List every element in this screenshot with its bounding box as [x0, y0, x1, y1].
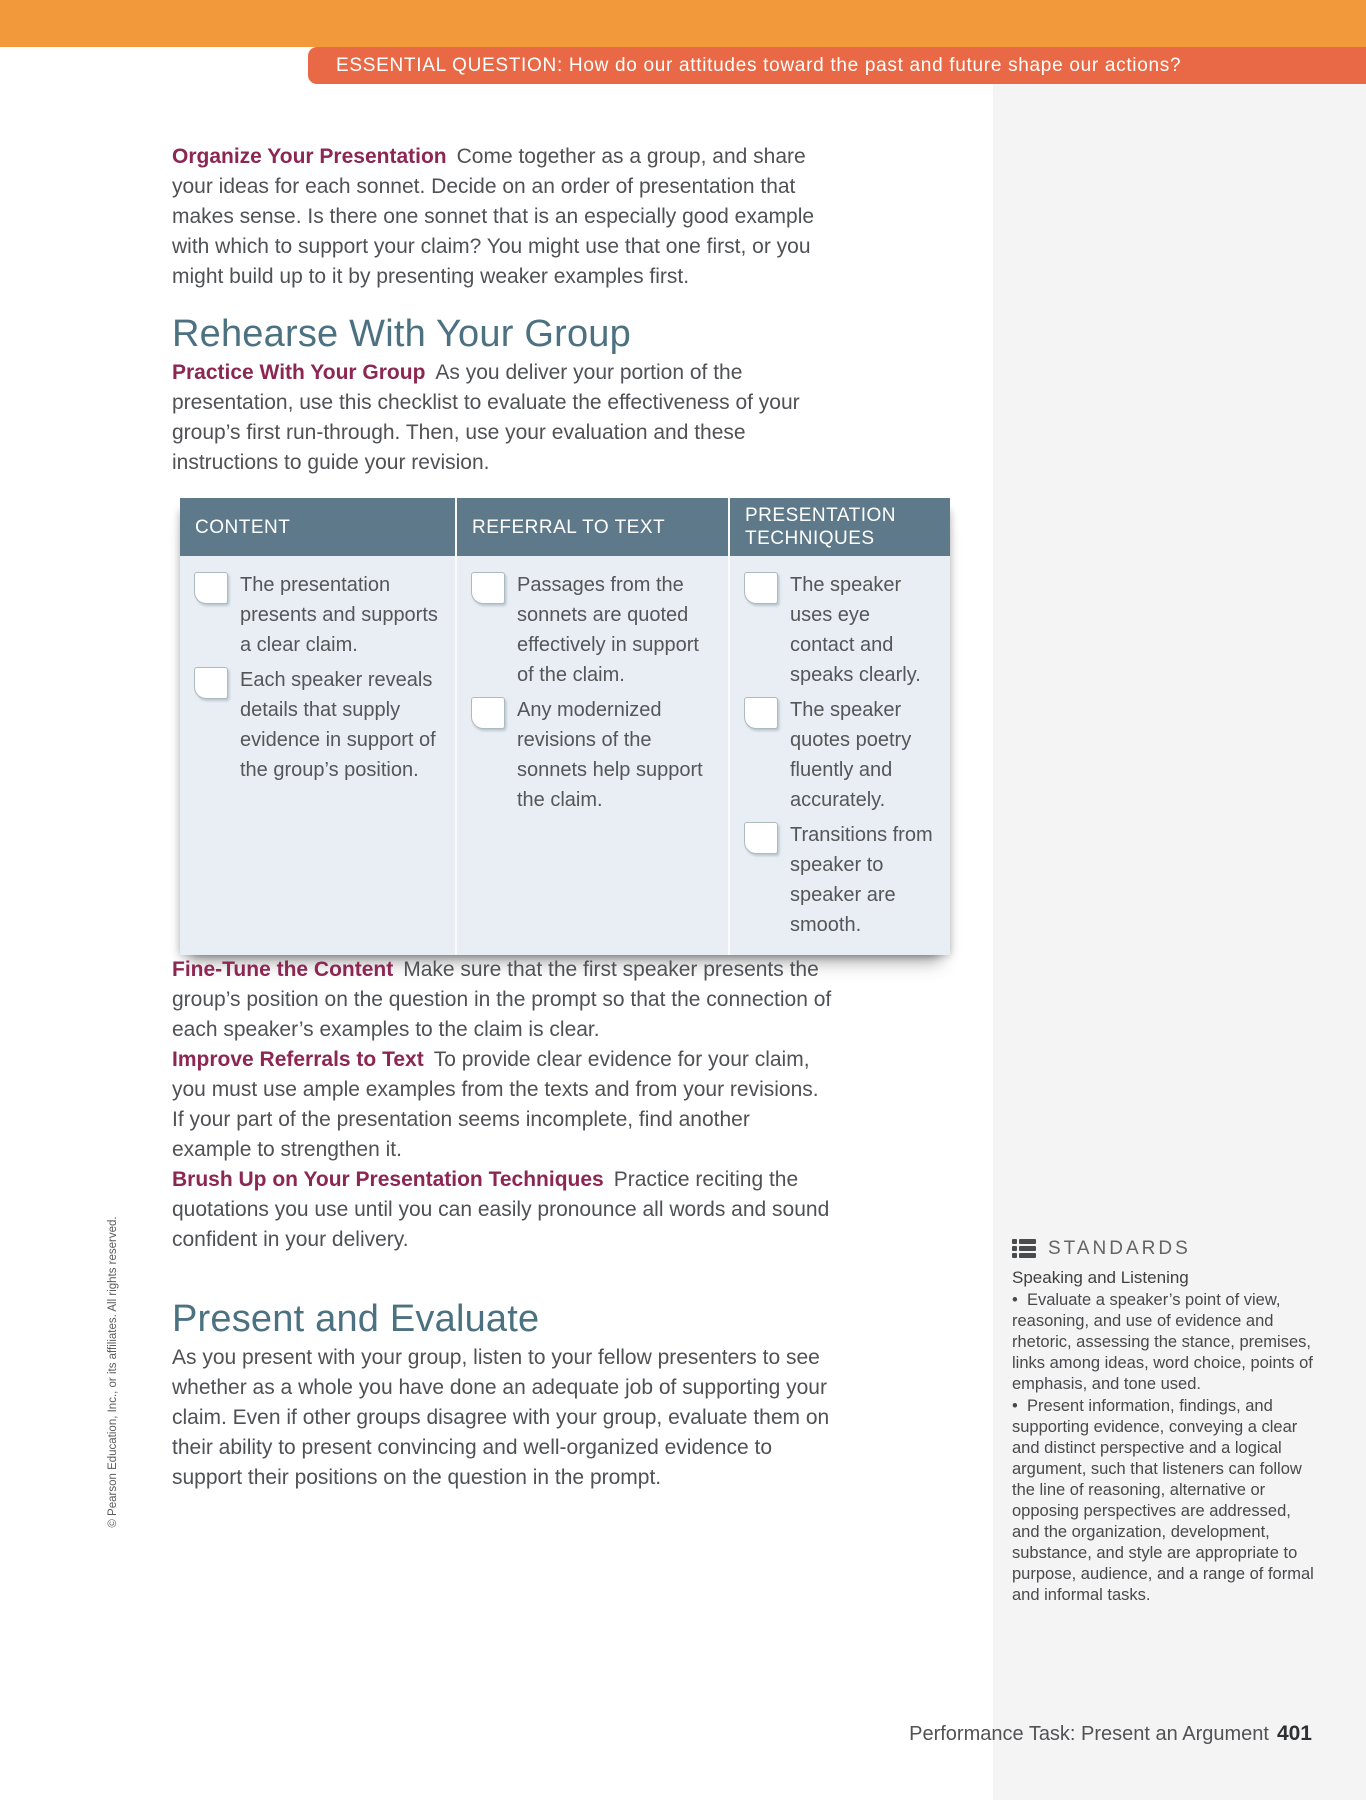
checklist-item-text: The speaker uses eye contact and speaks clearly.	[790, 574, 921, 686]
checkbox[interactable]	[744, 697, 778, 729]
checklist-item	[744, 695, 942, 815]
checklist-item-text: Any modernized revisions of the sonnets help support the claim.	[517, 699, 703, 811]
standards-bullet: • Present information, findings, and supporting evidence, conveying a clear and distinct perspective and a logical argument, such that listeners can follow the line of reasoning, alternative or opposing perspectives are addressed, and the organization, development, substance, and style are appropriate to purpose, audience, and a range of formal and informal tasks.	[1012, 1396, 1315, 1606]
main-content	[172, 142, 933, 1493]
paragraph-lead-in: Fine-Tune the Content	[172, 958, 394, 981]
essential-question-text: ESSENTIAL QUESTION: How do our attitudes toward the past and future shape our actions?	[336, 54, 1182, 76]
checklist-item	[471, 695, 720, 815]
standards-title: STANDARDS	[1048, 1238, 1191, 1259]
checklist-header-row	[180, 498, 950, 556]
paragraph-lead-in: Organize Your Presentation	[172, 145, 447, 168]
checklist-column-referral	[455, 556, 728, 955]
standards-bullet: • Evaluate a speaker’s point of view, reasoning, and use of evidence and rhetoric, assessing the stance, premises, links among ideas, word choice, points of emphasis, and tone used.	[1012, 1290, 1315, 1395]
checkbox[interactable]	[471, 697, 505, 729]
checklist-column-content	[180, 556, 455, 955]
checklist-header-presentation: PRESENTATION TECHNIQUES	[728, 498, 950, 556]
checklist-item	[194, 665, 447, 785]
copyright-notice: © Pearson Education, Inc., or its affiliates. All rights reserved.	[107, 1216, 119, 1528]
standards-panel	[1012, 1238, 1315, 1606]
checkbox[interactable]	[744, 572, 778, 604]
checklist-item	[194, 570, 447, 660]
checklist-item-text: Transitions from speaker to speaker are smooth.	[790, 824, 933, 936]
paragraph-present-evaluate: As you present with your group, listen to your fellow presenters to see whether as a whole you have done an adequate job of supporting your claim. Even if other groups disagree with your group, evaluate them on their ability to present convincing and well-organized evidence to support their positions on the question in the prompt.	[172, 1346, 830, 1489]
checkbox[interactable]	[194, 572, 228, 604]
standards-title-row	[1012, 1238, 1315, 1260]
checklist-body-row	[180, 556, 950, 955]
paragraph-brush-up	[172, 1165, 834, 1255]
paragraph-text: To provide clear evidence for your claim, you must use ample examples from the texts and from your revisions. If your part of the presentation seems incomplete, find another example to strengthen it.	[172, 1048, 819, 1161]
paragraph-text: Make sure that the first speaker presents the group’s position on the question in the prompt so that the connection of each speaker’s examples to the claim is clear.	[172, 958, 832, 1041]
checklist-item-text: The presentation presents and supports a clear claim.	[240, 574, 438, 656]
essential-question-banner	[308, 47, 1366, 84]
page-number: 401	[1276, 1722, 1312, 1745]
checkbox[interactable]	[194, 667, 228, 699]
standards-subtitle: Speaking and Listening	[1012, 1268, 1189, 1287]
paragraph-lead-in: Improve Referrals to Text	[172, 1048, 424, 1071]
paragraph-text: As you deliver your portion of the presentation, use this checklist to evaluate the effectiveness of your group’s first run-through. Then, use your evaluation and these instructions to guide your revision.	[172, 361, 800, 474]
paragraph-organize	[172, 142, 834, 292]
checklist-header-referral: REFERRAL TO TEXT	[455, 498, 728, 556]
paragraph-text: Practice reciting the quotations you use until you can easily pronounce all words and sound confident in your delivery.	[172, 1168, 830, 1251]
top-orange-band	[0, 0, 1366, 47]
checklist-item	[471, 570, 720, 690]
checklist-header-content: CONTENT	[195, 516, 291, 538]
page-footer	[909, 1722, 1312, 1746]
section-heading-present-evaluate: Present and Evaluate	[172, 1298, 540, 1340]
paragraph-improve-referrals	[172, 1045, 834, 1165]
footer-label: Performance Task: Present an Argument	[909, 1723, 1269, 1745]
checkbox[interactable]	[744, 822, 778, 854]
paragraph-lead-in: Practice With Your Group	[172, 361, 426, 384]
section-heading-rehearse: Rehearse With Your Group	[172, 313, 631, 355]
checklist-column-presentation	[728, 556, 950, 955]
paragraph-text: Come together as a group, and share your ideas for each sonnet. Decide on an order of presentation that makes sense. Is there one sonnet that is an especially good example with which to support your claim? You might use that one first, or you might build up to it by presenting weaker examples first.	[172, 145, 815, 288]
list-icon	[1012, 1239, 1036, 1259]
checklist-item-text: Each speaker reveals details that supply evidence in support of the group’s position.	[240, 669, 436, 781]
paragraph-lead-in: Brush Up on Your Presentation Techniques	[172, 1168, 604, 1191]
checklist-item	[744, 820, 942, 940]
paragraph-fine-tune	[172, 955, 834, 1045]
checkbox[interactable]	[471, 572, 505, 604]
checklist-item-text: The speaker quotes poetry fluently and accurately.	[790, 699, 912, 811]
checklist-item-text: Passages from the sonnets are quoted effectively in support of the claim.	[517, 574, 699, 686]
checklist-item	[744, 570, 942, 690]
rehearsal-checklist-table	[180, 498, 950, 955]
paragraph-practice	[172, 358, 834, 478]
